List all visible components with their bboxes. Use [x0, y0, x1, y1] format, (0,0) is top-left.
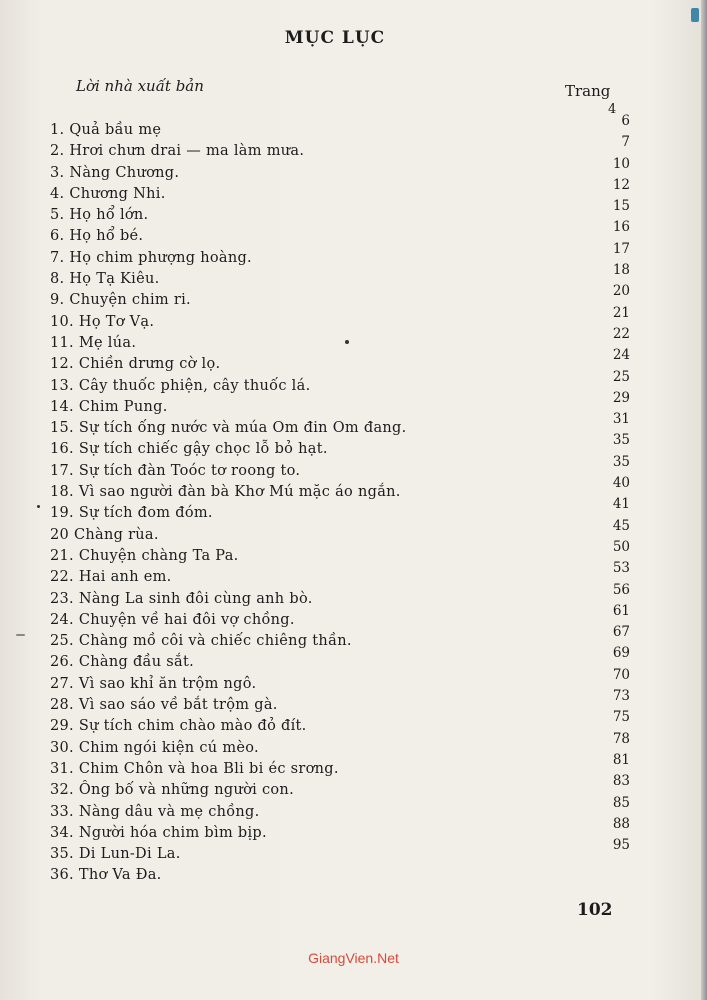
- toc-entry: [50, 475, 630, 503]
- toc-entry-title: 21. Chuyện chàng Ta Pa.: [50, 547, 239, 564]
- page-number: 102: [577, 900, 613, 920]
- toc-entry-title: 17. Sự tích đàn Toóc tơ roong to.: [50, 462, 301, 479]
- toc-entry-page: 17: [612, 240, 630, 257]
- toc-entry: [50, 240, 630, 269]
- toc-entry: [50, 517, 630, 546]
- toc-entry: [50, 368, 630, 397]
- toc-entry-page: 29: [612, 389, 630, 406]
- publisher-note-page: 4: [608, 102, 617, 117]
- toc-entry-page: 35: [612, 453, 630, 470]
- toc-entry-page: 6: [621, 113, 630, 129]
- toc-entry-title: 1. Quả bầu mẹ: [50, 122, 162, 138]
- toc-entry: [50, 219, 630, 247]
- toc-entry-title: 11. Mẹ lúa.: [50, 334, 137, 351]
- toc-entry: [50, 134, 630, 162]
- toc-entry: [50, 453, 630, 482]
- toc-entry-title: 8. Họ Tạ Kiêu.: [50, 271, 160, 288]
- toc-entry: [50, 325, 630, 354]
- toc-entry-title: 22. Hai anh em.: [50, 569, 172, 586]
- toc-entry-page: 40: [612, 475, 630, 492]
- toc-entry-page: 12: [612, 176, 630, 193]
- toc-entry-title: 12. Chiền drưng cờ lọ.: [50, 356, 221, 373]
- toc-entry-page: 31: [612, 411, 630, 428]
- toc-entry: [50, 538, 630, 567]
- toc-entry-page: 78: [612, 730, 630, 747]
- toc-entry: [50, 176, 630, 205]
- ink-speck: [37, 505, 40, 508]
- toc-entry: [50, 304, 630, 333]
- toc-entry: [50, 624, 630, 652]
- toc-entry-page: 20: [612, 283, 630, 300]
- toc-entry-title: 26. Chàng đầu sắt.: [50, 654, 195, 671]
- toc-entry: [50, 688, 630, 716]
- toc-entry-page: 67: [612, 624, 630, 641]
- watermark: GiangVien.Net: [308, 950, 399, 966]
- toc-entry: [50, 709, 630, 737]
- toc-entry: [50, 666, 630, 695]
- toc-entry-page: 83: [612, 773, 630, 790]
- toc-entry-page: 61: [612, 602, 630, 619]
- toc-entry: [50, 865, 630, 886]
- toc-entry: [50, 602, 630, 631]
- toc-entry: [50, 113, 630, 141]
- page-column-header: Trang: [565, 82, 611, 100]
- toc-entry-title: 2. Hrơi chưn drai — ma làm mưa.: [50, 143, 305, 160]
- toc-entry-title: 23. Nàng La sinh đôi cùng anh bò.: [50, 590, 313, 607]
- toc-entry: [50, 730, 630, 759]
- bookmark-tab: [691, 8, 699, 22]
- toc-entry-page: 10: [612, 155, 630, 172]
- toc-entry: [50, 751, 630, 780]
- toc-entry: [50, 815, 630, 844]
- toc-entry-title: 3. Nàng Chương.: [50, 164, 180, 181]
- toc-entry-title: 29. Sự tích chim chào mào đỏ đít.: [50, 718, 307, 735]
- toc-entry-page: 50: [612, 538, 630, 555]
- toc-entry: [50, 389, 630, 418]
- toc-entry-title: 24. Chuyện về hai đôi vợ chồng.: [50, 611, 295, 628]
- toc-entry-title: 15. Sự tích ống nước và múa Om đin Om đang.: [50, 420, 407, 437]
- toc-entry: [50, 347, 630, 375]
- toc-entry: [50, 581, 630, 610]
- toc-entry-page: 41: [612, 496, 630, 513]
- toc-entry: [50, 411, 630, 439]
- toc-entry-title: 35. Di Lun-Di La.: [50, 846, 181, 863]
- toc-entry-title: 25. Chàng mồ côi và chiếc chiêng thần.: [50, 633, 352, 650]
- toc-entry-page: 75: [612, 709, 630, 726]
- toc-entry-page: 56: [612, 581, 630, 598]
- toc-entry-title: 32. Ông bố và những người con.: [50, 782, 294, 799]
- toc-entry-title: 36. Thơ Va Đa.: [50, 867, 162, 884]
- toc-entry-page: 24: [612, 347, 630, 364]
- toc-entry-page: 22: [612, 325, 630, 342]
- toc-entry-page: 53: [612, 560, 630, 577]
- toc-entry-title: 19. Sự tích đom đóm.: [50, 505, 213, 522]
- toc-entry-title: 30. Chim ngói kiện cú mèo.: [50, 739, 259, 756]
- publisher-note-label: Lời nhà xuất bản: [76, 77, 204, 95]
- toc-entry-title: 9. Chuyện chim ri.: [50, 292, 191, 309]
- toc-entry-page: 95: [612, 837, 630, 854]
- toc-entry-page: 21: [612, 304, 630, 321]
- toc-entry-title: 6. Họ hổ bé.: [50, 228, 144, 245]
- toc-entry-title: 14. Chim Pung.: [50, 398, 168, 415]
- toc-entry-title: 27. Vì sao khỉ ăn trộm ngô.: [50, 675, 257, 692]
- toc-entry-page: 18: [612, 262, 630, 279]
- toc-entry: [50, 262, 630, 290]
- toc-entry-title: 34. Người hóa chim bìm bịp.: [50, 824, 267, 841]
- toc-entry: [50, 283, 630, 311]
- toc-entry-title: 10. Họ Tơ Vạ.: [50, 313, 155, 330]
- toc-entry: [50, 773, 630, 801]
- toc-entry: [50, 837, 630, 865]
- toc-entry: [50, 198, 630, 226]
- toc-entry-page: 70: [612, 666, 630, 683]
- toc-entry-page: 73: [612, 688, 630, 705]
- toc-entry-title: 33. Nàng dâu và mẹ chồng.: [50, 803, 260, 820]
- toc-entry-page: 15: [612, 198, 630, 215]
- toc-entry-page: 88: [612, 815, 630, 832]
- toc-entry-title: 5. Họ hổ lớn.: [50, 207, 149, 224]
- toc-entry-title: 7. Họ chim phượng hoàng.: [50, 249, 252, 266]
- toc-entry-page: 25: [612, 368, 630, 385]
- toc-entry-page: 85: [612, 794, 630, 811]
- toc-entry: [50, 560, 630, 588]
- toc-entry-page: 69: [612, 645, 630, 662]
- toc-entry-page: 16: [612, 219, 630, 236]
- toc-entry: [50, 432, 630, 460]
- toc-entry-title: 16. Sự tích chiếc gậy chọc lỗ bỏ hạt.: [50, 441, 328, 458]
- ink-speck: [345, 340, 349, 344]
- toc-entry-title: 20 Chàng rùa.: [50, 526, 159, 543]
- toc-entry: [50, 496, 630, 524]
- toc-entry-page: 45: [612, 517, 630, 534]
- ink-speck: [16, 634, 25, 636]
- toc-entry-title: 28. Vì sao sáo về bắt trộm gà.: [50, 697, 278, 714]
- toc-entry-title: 4. Chương Nhi.: [50, 185, 166, 202]
- toc-entry-page: 81: [612, 751, 630, 768]
- toc-entry-page: 7: [621, 134, 630, 151]
- toc-entry: [50, 645, 630, 673]
- page-title: MỤC LỤC: [284, 28, 386, 48]
- toc-entry-title: 18. Vì sao người đàn bà Khơ Mú mặc áo ngắn.: [50, 484, 401, 501]
- toc-entry: [50, 155, 630, 184]
- toc-entry-title: 31. Chim Chôn và hoa Bli bi éc srơng.: [50, 760, 339, 777]
- toc-entry-page: 35: [612, 432, 630, 449]
- toc-entry: [50, 794, 630, 823]
- page-edge: [701, 0, 707, 1000]
- table-of-contents: [50, 113, 630, 887]
- toc-entry-title: 13. Cây thuốc phiện, cây thuốc lá.: [50, 377, 311, 394]
